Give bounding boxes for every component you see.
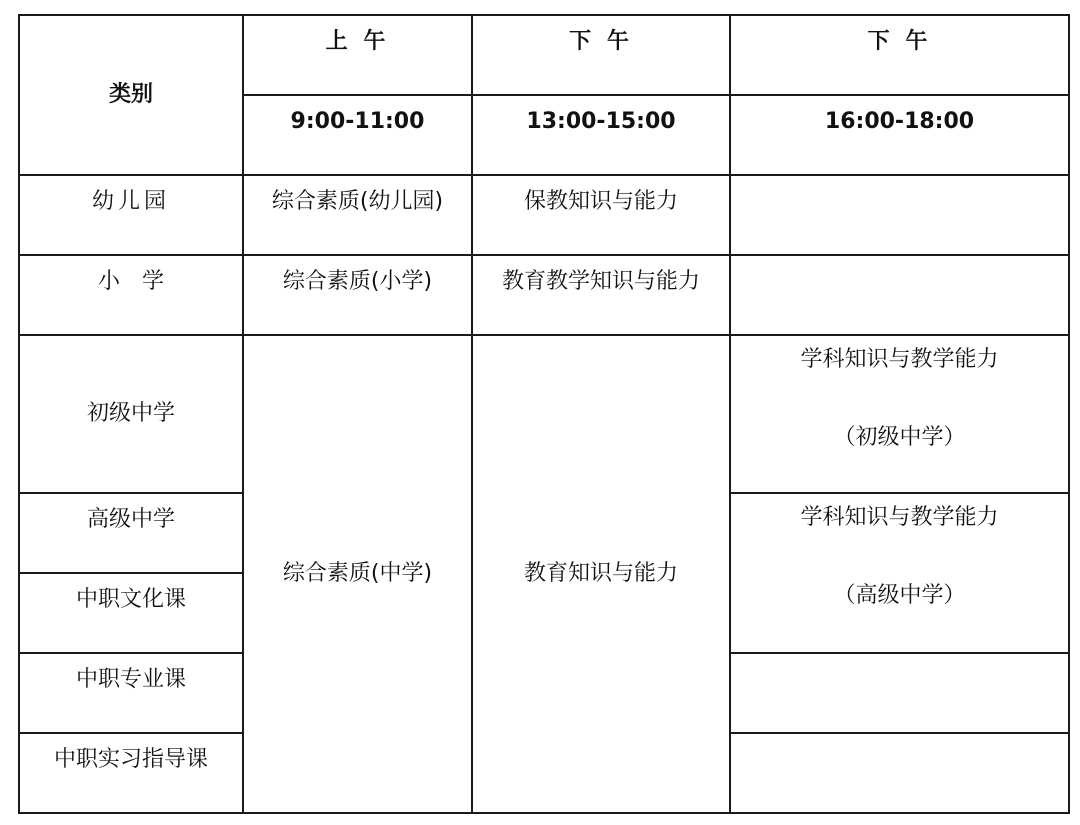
kindergarten-afternoon-1-label: 保教知识与能力 bbox=[523, 189, 678, 214]
category-junior-high bbox=[19, 335, 243, 493]
time-morning bbox=[243, 95, 472, 175]
header-afternoon-1 bbox=[472, 15, 730, 95]
header-category-label: 类别 bbox=[108, 82, 153, 107]
category-vocational-major bbox=[19, 653, 243, 733]
junior-high-afternoon-2 bbox=[730, 335, 1069, 493]
category-vocational-practice bbox=[19, 733, 243, 813]
category-vocational-culture-label: 中职文化课 bbox=[75, 587, 186, 612]
category-senior-high-label: 高级中学 bbox=[86, 507, 175, 532]
exam-schedule-table bbox=[18, 14, 1070, 814]
category-vocational-practice-label: 中职实习指导课 bbox=[53, 747, 208, 772]
header-afternoon-2-label: 下 午 bbox=[867, 29, 932, 54]
junior-high-subject-line2: （初级中学） bbox=[833, 425, 966, 450]
category-kindergarten bbox=[19, 175, 243, 255]
header-afternoon-2 bbox=[730, 15, 1069, 95]
kindergarten-morning bbox=[243, 175, 472, 255]
primary-afternoon-1-label: 教育教学知识与能力 bbox=[501, 269, 700, 294]
secondary-afternoon-1 bbox=[472, 335, 730, 813]
kindergarten-afternoon-2-label bbox=[731, 176, 1068, 182]
category-vocational-culture bbox=[19, 573, 243, 653]
header-category bbox=[19, 15, 243, 175]
row-kindergarten bbox=[19, 175, 1069, 255]
primary-morning bbox=[243, 255, 472, 335]
secondary-afternoon-1-label: 教育知识与能力 bbox=[523, 561, 678, 586]
vocational-major-afternoon-2-label bbox=[731, 654, 1068, 660]
time-morning-label: 9:00-11:00 bbox=[290, 109, 425, 134]
category-primary-label: 小 学 bbox=[97, 269, 164, 294]
category-junior-high-label: 初级中学 bbox=[86, 401, 175, 426]
header-morning-label: 上 午 bbox=[325, 29, 390, 54]
kindergarten-afternoon-1 bbox=[472, 175, 730, 255]
time-afternoon-2 bbox=[730, 95, 1069, 175]
vocational-major-afternoon-2 bbox=[730, 653, 1069, 733]
primary-afternoon-1 bbox=[472, 255, 730, 335]
category-vocational-major-label: 中职专业课 bbox=[75, 667, 186, 692]
kindergarten-afternoon-2 bbox=[730, 175, 1069, 255]
category-kindergarten-label: 幼儿园 bbox=[91, 189, 170, 214]
kindergarten-morning-label: 综合素质(幼儿园) bbox=[271, 189, 444, 214]
primary-morning-label: 综合素质(小学) bbox=[282, 269, 433, 294]
vocational-practice-afternoon-2-label bbox=[731, 734, 1068, 740]
row-primary bbox=[19, 255, 1069, 335]
time-afternoon-1 bbox=[472, 95, 730, 175]
header-morning bbox=[243, 15, 472, 95]
category-primary bbox=[19, 255, 243, 335]
time-afternoon-1-label: 13:00-15:00 bbox=[526, 109, 676, 134]
time-afternoon-2-label: 16:00-18:00 bbox=[824, 109, 975, 134]
junior-high-subject-line1: 学科知识与教学能力 bbox=[800, 347, 999, 372]
senior-high-subject-line1: 学科知识与教学能力 bbox=[800, 505, 999, 530]
senior-high-afternoon-2 bbox=[730, 493, 1069, 653]
primary-afternoon-2 bbox=[730, 255, 1069, 335]
header-afternoon-1-label: 下 午 bbox=[569, 29, 633, 54]
senior-high-subject-line2: （高级中学） bbox=[833, 583, 966, 608]
category-senior-high bbox=[19, 493, 243, 573]
vocational-practice-afternoon-2 bbox=[730, 733, 1069, 813]
row-junior-high bbox=[19, 335, 1069, 493]
header-row-sessions bbox=[19, 15, 1069, 95]
secondary-morning bbox=[243, 335, 472, 813]
secondary-morning-label: 综合素质(中学) bbox=[282, 561, 433, 586]
primary-afternoon-2-label bbox=[731, 256, 1068, 262]
